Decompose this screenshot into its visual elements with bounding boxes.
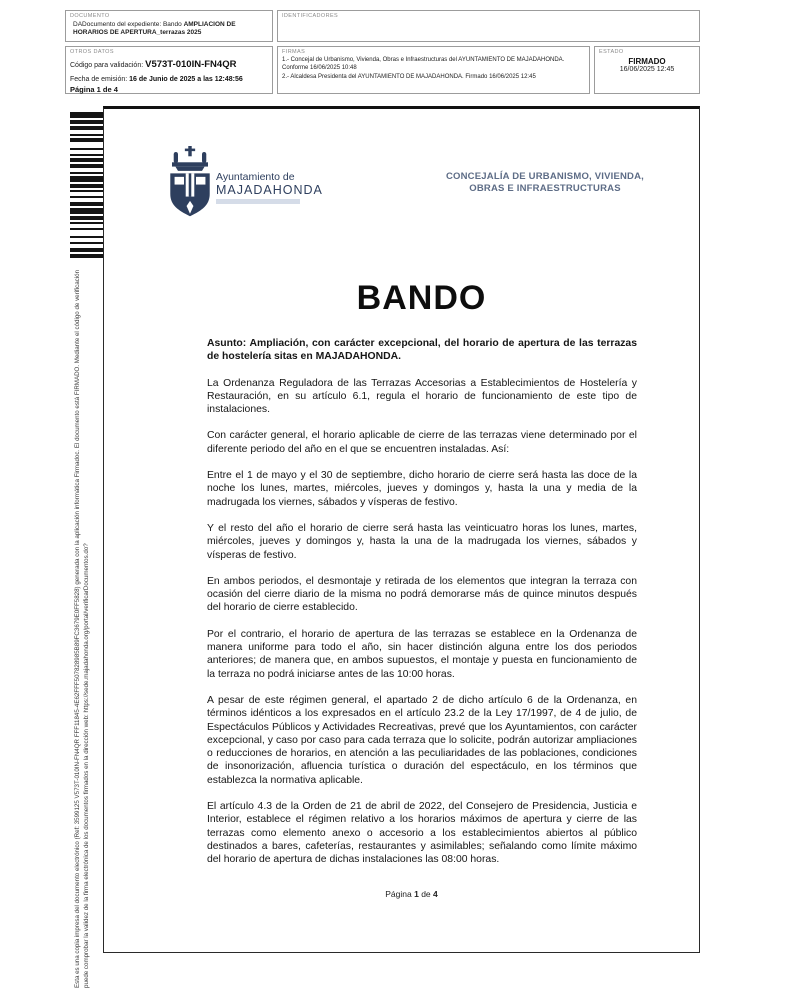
organization-name bbox=[216, 171, 323, 204]
body-paragraph: Entre el 1 de mayo y el 30 de septiembre, dicho horario de cierre será hasta las doce de la noche los lunes, martes, miércoles, jueves y domingos y, hasta la una y media de la madrugada los viernes, sábados y vísperas de festivo. bbox=[207, 470, 637, 508]
estado-label: ESTADO bbox=[599, 49, 624, 55]
emission-date-line: Fecha de emisión: 16 de Junio de 2025 a las 12:48:56 bbox=[70, 76, 243, 83]
organization-line-1: Ayuntamiento de bbox=[216, 171, 295, 183]
signature-entry: 2.- Alcaldesa Presidenta del AYUNTAMIENTO DE MAJADAHONDA. Firmado 16/06/2025 12:45 bbox=[282, 74, 536, 81]
validation-code-line: Código para validación: V573T-010IN-FN4QR bbox=[70, 59, 237, 70]
verification-line-1: Esta es una copia impresa del documento electrónico (Ref: 3599125 V573T-010IN-FN4QR FFF11845-4E62FFF507828985B89FC3679E0FF5828) generada con la aplicación informática Firmadoc. El documento está FIRMADO. Mediante el código de verificación bbox=[74, 269, 81, 988]
body-paragraph: La Ordenanza Reguladora de las Terrazas Accesorias a Establecimientos de Hostelería y Restauración, en su artículo 6.1, regula el horario de funcionamiento de este tipo de instalaciones. bbox=[207, 377, 637, 416]
page-footer: Página 1 de 4 bbox=[385, 889, 438, 899]
body-paragraph: En ambos periodos, el desmontaje y retirada de los elementos que integran la terraza con ocasión del cierre diario de la misma no podrá demorarse más de quince minutos después del horario de cierre establecido. bbox=[207, 575, 637, 614]
documento-text: DADocumento del expediente: Bando AMPLIACION DE HORARIOS DE APERTURA_terrazas 2025 bbox=[73, 21, 236, 36]
page-indicator: Página 1 de 4 bbox=[70, 85, 118, 94]
organization-line-2: MAJADAHONDA bbox=[216, 183, 323, 197]
firmas-box bbox=[277, 46, 590, 94]
document-page bbox=[103, 106, 700, 953]
body-paragraph: A pesar de este régimen general, el apartado 2 de dicho artículo 6 de la Ordenanza, en términos idénticos a los expresados en el artículo 23.2 de la Ley 17/1997, de 4 de julio, de Espectáculos Públicos y Actividades Recreativas, prevé que los Ayuntamientos, con carácter excepcional, y caso por caso para cada terraza que lo solicite, podrán autorizar ampliaciones o reducciones de horarios, en atención a las peculiaridades de las poblaciones, condiciones de insonorización, afluencia turística o duración del espectáculo, en los términos que establezca la normativa aplicable. bbox=[207, 694, 637, 786]
body-paragraph: Y el resto del año el horario de cierre será hasta las veinticuatro horas los lunes, martes, miércoles, jueves y domingos y, hasta la una de la madrugada los viernes, sábados y vísperas de festivo. bbox=[207, 522, 637, 561]
firmas-label: FIRMAS bbox=[282, 49, 306, 55]
department-line-1: CONCEJALÍA DE URBANISMO, VIVIENDA, bbox=[445, 171, 645, 182]
otros-datos-box bbox=[65, 46, 273, 94]
body-paragraph: El artículo 4.3 de la Orden de 21 de abril de 2022, del Consejero de Presidencia, Justicia e Interior, establece el régimen relativo a los horarios máximos de apertura y cierre de las terrazas como elemento anexo o accesorio a los establecimientos abiertos al público destinados a bares, cafeterías, restaurantes y asimilables; señalando como límite máximo del horario de apertura de dichas instalaciones las 08:00 horas. bbox=[207, 801, 637, 866]
identificadores-box bbox=[277, 10, 700, 42]
verification-sidebar-text bbox=[74, 270, 91, 988]
documento-box bbox=[65, 10, 273, 42]
status-badge: FIRMADO bbox=[628, 57, 666, 66]
emission-date: 16 de Junio de 2025 a las 12:48:56 bbox=[129, 76, 243, 83]
subject-paragraph: Asunto: Ampliación, con carácter excepcional, del horario de apertura de las terrazas de hostelería sitas en MAJADAHONDA. bbox=[207, 338, 637, 363]
verification-line-2: puede comprobar la validez de la firma electrónica de los documentos firmados en la dirección web: https://sede.majadahonda.org/portal/verificarDocumentos.do? bbox=[82, 543, 90, 988]
document-title: BANDO bbox=[356, 279, 487, 317]
otros-datos-label: OTROS DATOS bbox=[70, 49, 114, 55]
document-body bbox=[207, 337, 637, 880]
signature-entry: 1.- Concejal de Urbanismo, Vivienda, Obras e Infraestructuras del AYUNTAMIENTO DE MAJADAHONDA. Conforme 16/06/2025 10:48 bbox=[282, 57, 565, 71]
documento-label: DOCUMENTO bbox=[70, 13, 110, 19]
estado-box bbox=[594, 46, 700, 94]
paragraph-list bbox=[207, 377, 637, 867]
majadahonda-coat-of-arms-icon bbox=[166, 145, 214, 219]
body-paragraph: Con carácter general, el horario aplicable de cierre de las terrazas viene determinado por el diferente periodo del año en el que se encuentren instaladas. Así: bbox=[207, 430, 637, 455]
status-datetime: 16/06/2025 12:45 bbox=[619, 66, 675, 73]
firmas-list bbox=[282, 57, 585, 82]
department-heading bbox=[395, 171, 695, 195]
validation-code: V573T-010IN-FN4QR bbox=[145, 59, 237, 70]
body-paragraph: Por el contrario, el horario de apertura de las terrazas se establece en la Ordenanza de manera uniforme para todo el año, sin hacer distinción alguna entre los dos periodos anteriores; de manera que, en ambos supuestos, el montaje y puesta en funcionamiento de la terraza no podrá iniciarse antes de las 10:00 horas. bbox=[207, 628, 637, 680]
logo-underline bbox=[216, 199, 300, 204]
barcode bbox=[70, 112, 104, 264]
department-line-2: OBRAS E INFRAESTRUCTURAS bbox=[469, 183, 621, 194]
identificadores-label: IDENTIFICADORES bbox=[282, 13, 339, 19]
